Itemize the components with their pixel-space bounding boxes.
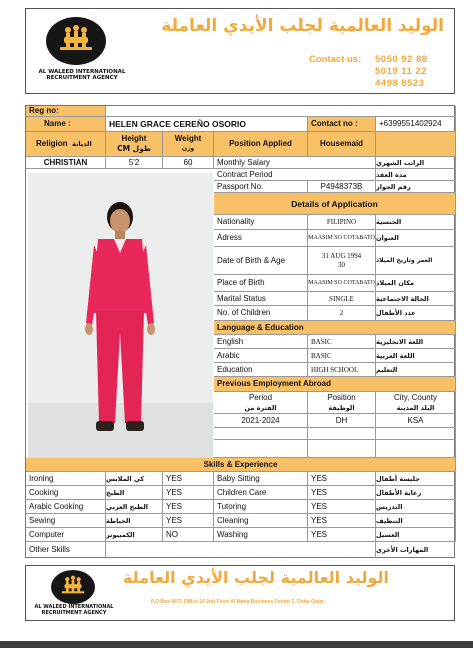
skill-ar: الخياطة [106,514,163,528]
monthly-salary-label: Monthly Salary [214,157,376,169]
employment-header-city: City, County البلد المدينة [376,392,456,414]
detail-label: No. of Children [214,306,308,321]
skill-value: YES [163,500,214,514]
footer-banner [25,565,455,621]
detail-value: MAASIM SO COTABATO [308,275,376,292]
skill-ar: الطبخ [106,486,163,500]
position-extra [376,132,456,157]
detail-ar: العمر وتاريخ الميلاد [376,247,456,275]
reg-no-label: Reg no: [26,106,106,117]
contact-us-label: Contact us: [309,54,362,65]
language-ar: اللغة العربية [376,349,456,363]
other-skills-value [106,542,376,558]
company-arabic-name: الوليد العالمية لجلب الأيدي العاملة [161,16,444,36]
header-banner [25,8,455,94]
employment-empty-row [214,440,308,458]
education-label: Education [214,363,308,377]
company-logo [46,17,106,65]
detail-value: FILIPINO [308,215,376,230]
detail-value: 2 [308,306,376,321]
passport-value: P4948373B [308,181,376,193]
skill-ar: الغسيل [376,528,456,542]
skill-value: YES [163,514,214,528]
phone-2[interactable]: 5019 11 22 [375,66,428,77]
detail-ar: الحالة الاجتماعية [376,292,456,306]
skill-label: Computer [26,528,106,542]
skill-ar: التنظيف [376,514,456,528]
language-ar: اللغة الانجليزية [376,335,456,349]
footer-logo [51,570,95,604]
passport-ar: رقم الجواز [376,181,456,193]
skill-value: YES [163,486,214,500]
monthly-salary-ar: الراتب الشهري [376,157,456,169]
skill-value: YES [308,472,376,486]
employment-row-city: KSA [376,414,456,428]
employment-empty-row [308,428,376,440]
position-applied-value: Housemaid [308,132,376,157]
skill-value: YES [308,486,376,500]
skill-ar: الكمبيوتر [106,528,163,542]
language-label: English [214,335,308,349]
people-logo-icon [51,570,95,604]
employment-row-position: DH [308,414,376,428]
skill-label: Ironing [26,472,106,486]
employment-empty-row [376,440,456,458]
skill-value: YES [308,500,376,514]
detail-label: Date of Birth & Age [214,247,308,275]
contract-period-label: Contract Period [214,169,376,181]
detail-ar: الجنسية [376,215,456,230]
detail-value: 31 AUG 1994 30 [308,247,376,275]
skill-label: Tutoring [214,500,308,514]
weight-value: 60 [163,157,214,169]
phone-1[interactable]: 5050 92 88 [375,54,428,65]
skill-label: Baby Sitting [214,472,308,486]
candidate-photo [28,173,213,458]
people-logo-icon [46,17,106,65]
application-form [25,105,455,558]
language-value: BASIC [308,335,376,349]
employment-header-position: Position الوظيفة [308,392,376,414]
employment-empty-row [308,440,376,458]
detail-label: Nationality [214,215,308,230]
skill-label: Cleaning [214,514,308,528]
religion-label: Religion الديانة [26,132,106,157]
candidate-figure-icon [28,173,213,458]
contact-no-label: Contact no : [308,117,376,132]
height-label: Height طول CM [106,132,163,157]
skills-title: Skills & Experience [26,458,456,472]
skill-ar: جليسة أطفال [376,472,456,486]
detail-ar: مكان الميلاد [376,275,456,292]
weight-label: Weight وزن [163,132,214,157]
skill-ar: كي الملابس [106,472,163,486]
contract-period-ar: مدة العقد [376,169,456,181]
position-applied-label: Position Applied [214,132,308,157]
detail-value: MAASIM SO COTABATO [308,230,376,247]
skill-label: Cooking [26,486,106,500]
religion-value: CHRISTIAN [26,157,106,169]
contact-no-value: +6399551402924 [376,117,456,132]
detail-label: Marital Status [214,292,308,306]
reg-no-value [106,106,456,117]
skill-label: Children Care [214,486,308,500]
other-skills-ar: المهارات الأخرى [376,546,429,554]
employment-empty-row [214,428,308,440]
language-label: Arabic [214,349,308,363]
language-title: Language & Education [214,321,456,335]
skill-value: YES [163,472,214,486]
skill-value: NO [163,528,214,542]
employment-header-period: Period الفترة من [214,392,308,414]
footer-arabic-name: الوليد العالمية لجلب الأيدي العاملة [122,568,389,587]
education-value: HIGH SCHOOL [308,363,376,377]
footer-address: P.O Box 8471 Office 10 2nd Floor Al Mana Business Center 2, Doha Qatar [151,599,325,605]
skill-label: Sewing [26,514,106,528]
company-english-name: AL WALEED INTERNATIONAL RECRUITMENT AGENCY [38,69,126,81]
detail-value: SINGLE [308,292,376,306]
skill-ar: التدريس [376,500,456,514]
other-skills-label: Other Skills [26,542,106,558]
skill-label: Washing [214,528,308,542]
name-value: HELEN GRACE CEREÑO OSORIO [106,117,308,132]
footer-company-english-name: AL WALEED INTERNATIONAL RECRUITMENT AGENCY [34,604,114,616]
employment-row-period: 2021-2024 [214,414,308,428]
detail-ar: العنوان [376,230,456,247]
phone-3[interactable]: 4498 8523 [375,78,425,89]
skill-label: Arabic Cooking [26,500,106,514]
detail-ar: عدد الأطفال [376,306,456,321]
detail-label: Adress [214,230,308,247]
bottom-bar [0,641,473,648]
skill-value: YES [308,514,376,528]
skill-ar: الطبخ العربي [106,500,163,514]
name-label: Name : [26,117,106,132]
employment-title: Previous Employment Abroad [214,377,456,392]
passport-label: Passport No. [214,181,308,193]
details-title: Details of Application [214,193,456,215]
education-ar: التعليم [376,363,456,377]
skill-value: YES [308,528,376,542]
detail-label: Place of Birth [214,275,308,292]
height-value: 5'2 [106,157,163,169]
skill-ar: رعاية الأطفال [376,486,456,500]
employment-empty-row [376,428,456,440]
language-value: BASIC [308,349,376,363]
